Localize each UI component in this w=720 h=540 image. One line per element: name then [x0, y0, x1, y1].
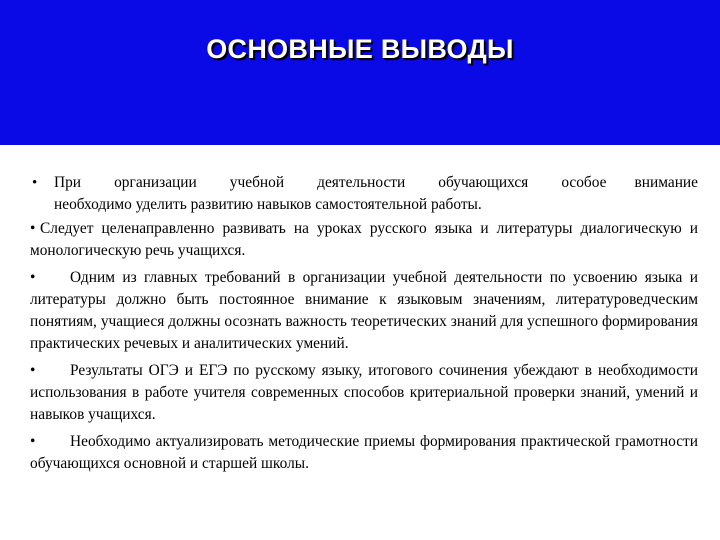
conclusion-4-text: Результаты ОГЭ и ЕГЭ по русскому языку, итогового сочинения убеждают в необходимости использования в работе учителя современных способов критериальной проверки знаний, умений и навыков учащихся.	[30, 362, 698, 423]
conclusion-3-text: Одним из главных требований в организации учебной деятельности по усвоению языка и литературы должно быть постоянное внимание к языковым значениям, литературоведческим понятиям, учащиеся должны осознать важность теоретических знаний для успешного формирования практических речевых и аналитических умений.	[30, 269, 698, 352]
conclusion-item-3	[30, 267, 698, 355]
bullet-icon: •	[30, 220, 36, 237]
conclusion-item-2	[30, 218, 698, 262]
conclusion-item-1	[30, 172, 698, 216]
conclusion-1-text-start: При организации учебной деятельности обучающихся особое	[54, 174, 607, 191]
conclusion-2-text: Следует целенаправленно развивать на уроках русского языка и литературы диалогическую и монологическую речь учащихся.	[30, 220, 698, 259]
bullet-icon: •	[32, 175, 38, 191]
conclusion-1-text-rest: необходимо уделить развитию навыков самостоятельной работы.	[54, 196, 482, 213]
conclusion-item-5	[30, 431, 698, 475]
conclusion-1-text-word: внимание	[634, 174, 698, 191]
title-banner	[0, 0, 720, 145]
conclusion-5-text: Необходимо актуализировать методические приемы формирования практической грамотности обучающихся основной и старшей школы.	[30, 433, 698, 472]
conclusions-list	[30, 172, 698, 475]
bullet-icon: •	[30, 362, 36, 379]
slide-title: ОСНОВНЫЕ ВЫВОДЫ	[206, 34, 514, 64]
bullet-icon: •	[30, 269, 36, 286]
conclusion-item-4	[30, 360, 698, 426]
bullet-icon: •	[30, 433, 36, 450]
